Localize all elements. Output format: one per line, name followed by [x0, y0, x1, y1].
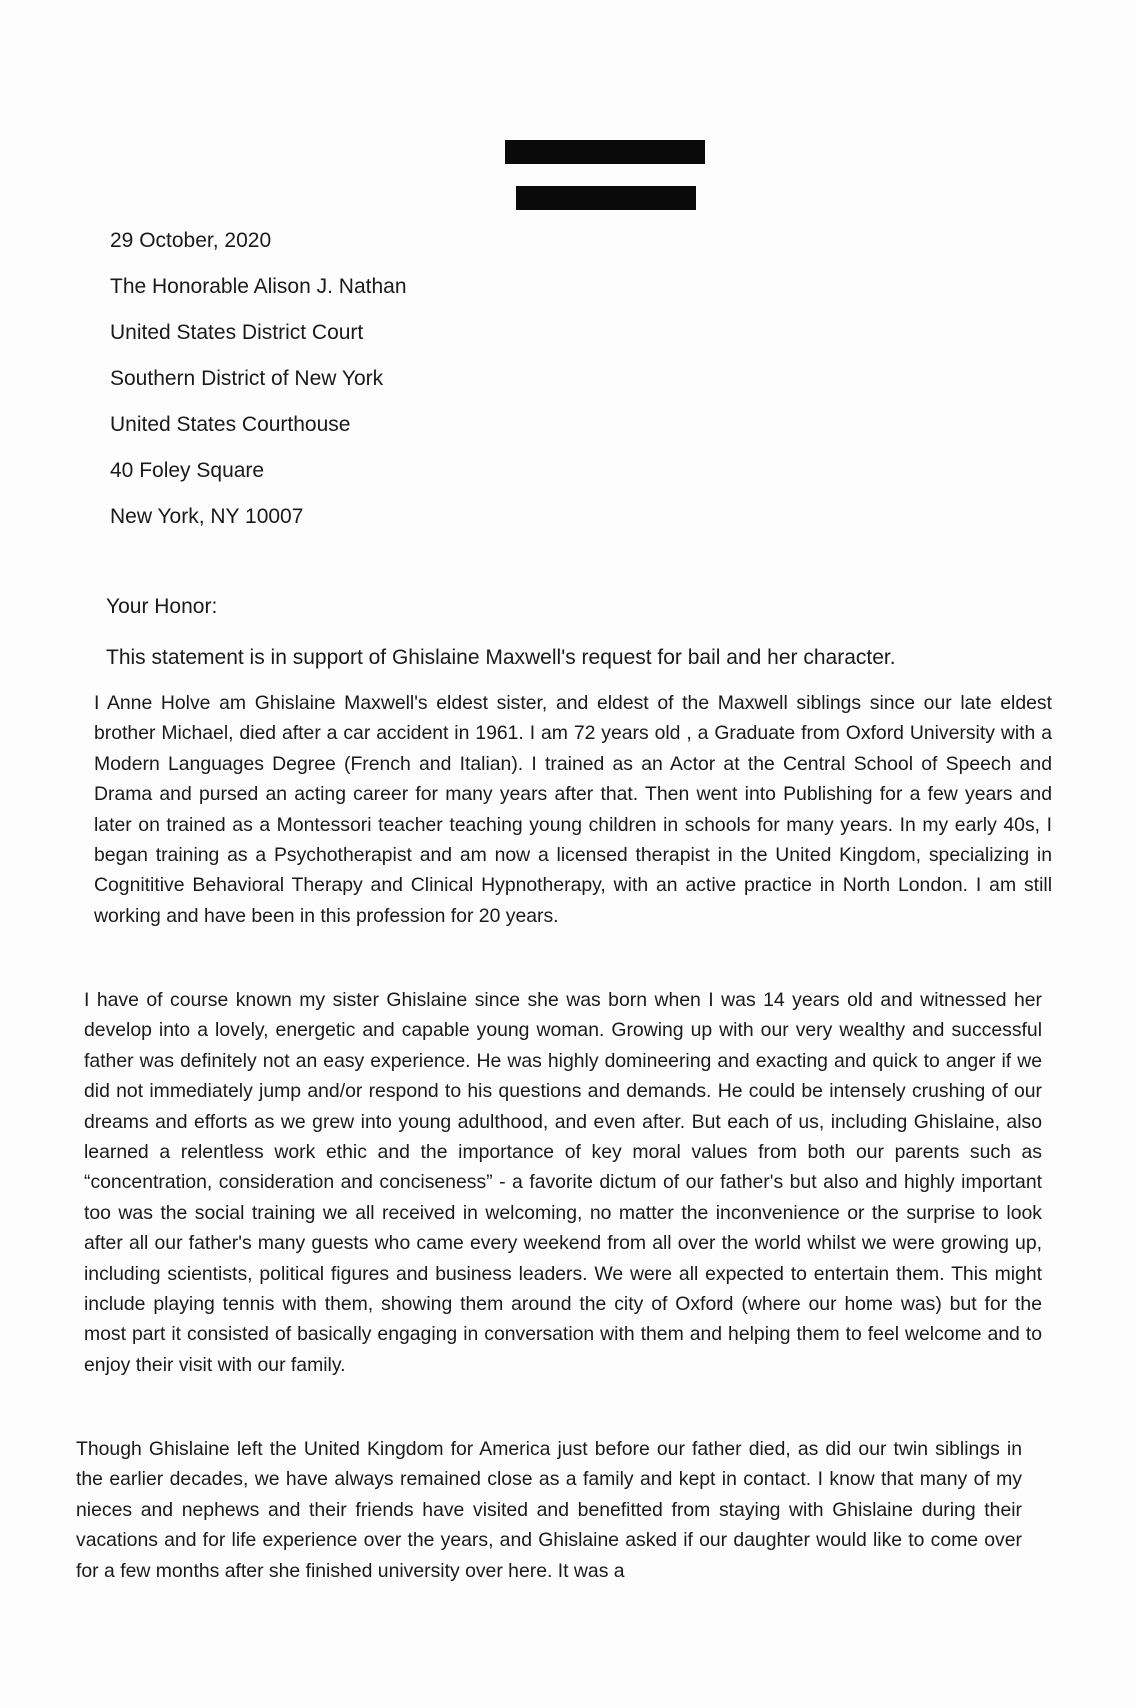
body-paragraph: I Anne Holve am Ghislaine Maxwell's eldest sister, and eldest of the Maxwell siblings since our late eldest brother Michael, died after a car accident in 1961. I am 72 years old , a Graduate from Oxford University with a Modern Languages Degree (French and Italian). I trained as an Actor at the Central School of Speech and Drama and pursed an acting career for many years after that. Then went into Publishing for a few years and later on trained as a Montessori teacher teaching young children in schools for many years. In my early 40s, I began training as a Psychotherapist and am now a licensed therapist in the United Kingdom, specializing in Cognititive Behavioral Therapy and Clinical Hypnotherapy, with an active practice in North London. I am still working and have been in this profession for 20 years.: [94, 692, 1052, 927]
recipient-line: New York, NY 10007: [110, 505, 304, 528]
recipient-line: 40 Foley Square: [110, 459, 265, 482]
recipient-line: United States District Court: [110, 321, 364, 344]
address-block: [110, 218, 530, 540]
redaction-bar: [516, 186, 696, 210]
recipient-line: United States Courthouse: [110, 413, 351, 436]
recipient-line: Southern District of New York: [110, 367, 384, 390]
body-paragraph: I have of course known my sister Ghislaine since she was born when I was 14 years old and witnessed her develop into a lovely, energetic and capable young woman. Growing up with our very wealthy and successful father was definitely not an easy experience. He was highly domineering and exacting and quick to anger if we did not immediately jump and/or respond to his questions and demands. He could be intensely crushing of our dreams and efforts as we grew into young adulthood, and even after. But each of us, including Ghislaine, also learned a relentless work ethic and the importance of key moral values from both our parents such as “concentration, consideration and conciseness” - a favorite dictum of our father's but also and highly important too was the social training we all received in welcoming, no matter the inconvenience or the surprise to look after all our father's many guests who came every weekend from all over the world whilst we were growing up, including scientists, political figures and business leaders. We were all expected to entertain them. This might include playing tennis with them, showing them around the city of Oxford (where our home was) but for the most part it consisted of basically engaging in conversation with them and helping them to feel welcome and to enjoy their visit with our family.: [84, 989, 1042, 1376]
letter-date: 29 October, 2020: [110, 229, 272, 252]
recipient-line: The Honorable Alison J. Nathan: [110, 275, 407, 298]
intro-statement: This statement is in support of Ghislaine Maxwell's request for bail and her character.: [106, 646, 896, 669]
redaction-bar: [505, 140, 705, 164]
salutation: Your Honor:: [106, 595, 218, 618]
body-paragraph: Though Ghislaine left the United Kingdom for America just before our father died, as did our twin siblings in the earlier decades, we have always remained close as a family and kept in contact. I know that many of my nieces and nephews and their friends have visited and benefitted from staying with Ghislaine during their vacations and for life experience over the years, and Ghislaine asked if our daughter would like to come over for a few months after she finished university over here. It was a: [76, 1438, 1022, 1582]
